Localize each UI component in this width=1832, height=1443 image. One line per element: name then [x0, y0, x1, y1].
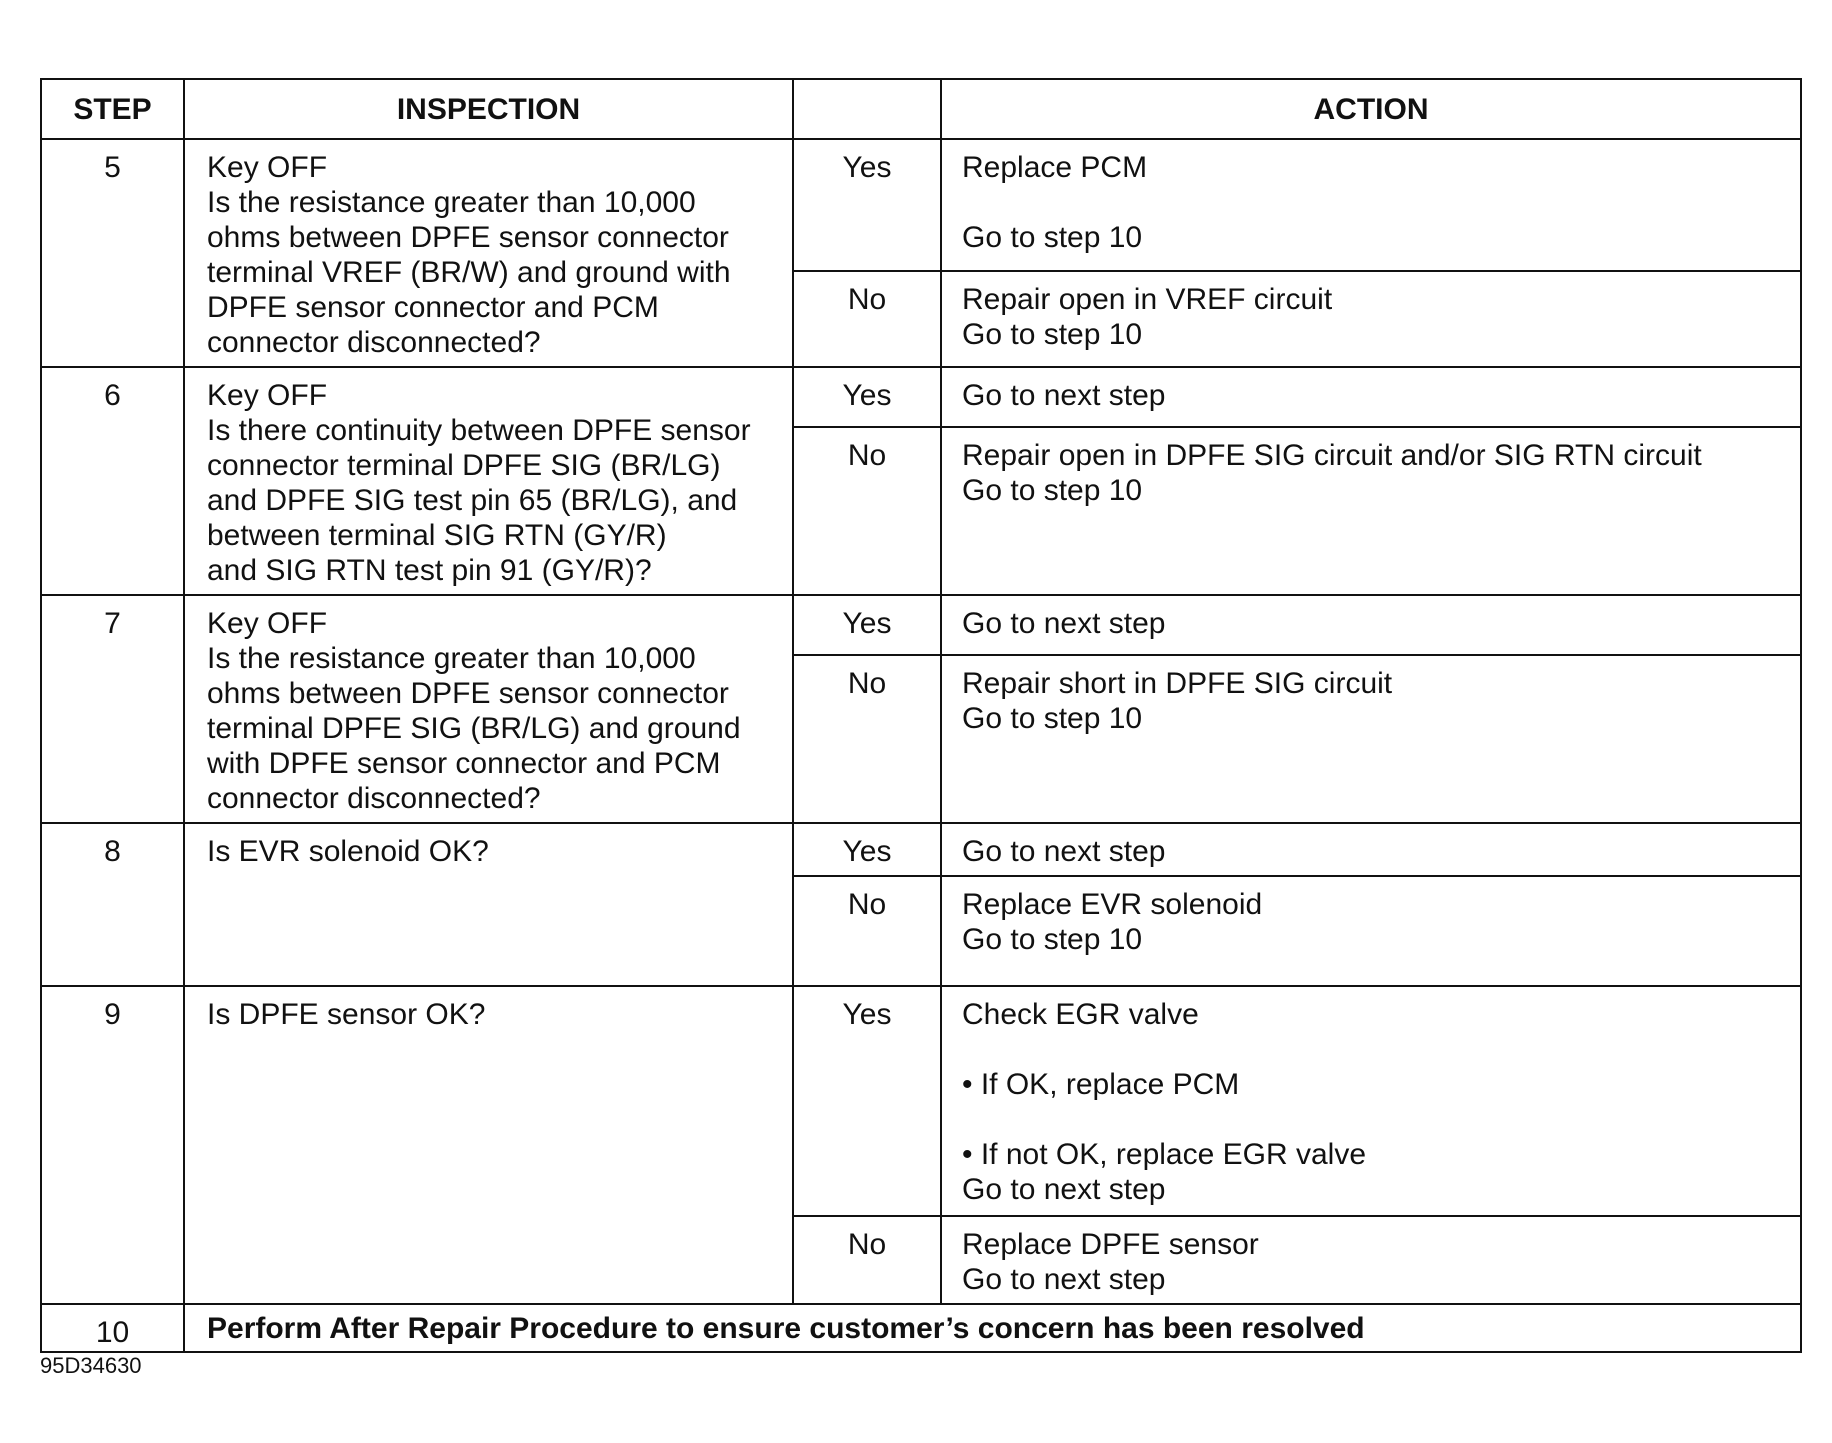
- text-line: Is EVR solenoid OK?: [207, 835, 489, 868]
- step-number: 6: [41, 367, 184, 595]
- text-line: Is the resistance greater than 10,000: [207, 642, 696, 675]
- yes-action-cell: [941, 986, 1801, 1216]
- text-line: Replace EVR solenoid: [962, 888, 1263, 921]
- text-line: connector disconnected?: [207, 782, 541, 815]
- inspection-cell: [184, 595, 793, 823]
- text-line: between terminal SIG RTN (GY/R): [207, 519, 667, 552]
- no-action-cell: [941, 427, 1801, 595]
- no-label: No: [793, 271, 941, 367]
- text-line: Go to next step: [962, 607, 1166, 640]
- text-line: Check EGR valve: [962, 998, 1199, 1031]
- step-number: 10: [41, 1304, 184, 1352]
- text-line: [962, 1102, 1786, 1137]
- text-line: and DPFE SIG test pin 65 (BR/LG), and: [207, 484, 738, 517]
- text-line: terminal DPFE SIG (BR/LG) and ground: [207, 712, 741, 745]
- header-step: STEP: [41, 79, 184, 139]
- table-row: [41, 139, 1801, 271]
- text-line: Go to step 10: [962, 317, 1143, 351]
- text-line: connector terminal DPFE SIG (BR/LG): [207, 449, 721, 482]
- yes-label: Yes: [793, 367, 941, 427]
- yes-label: Yes: [793, 595, 941, 655]
- text-line: Is DPFE sensor OK?: [207, 998, 486, 1031]
- text-line: Go to step 10: [962, 923, 1143, 956]
- text-line: • If OK, replace PCM: [962, 1068, 1240, 1101]
- no-label: No: [793, 427, 941, 595]
- text-line: Go to step 10: [962, 473, 1143, 507]
- text-line: connector disconnected?: [207, 326, 541, 359]
- header-action: ACTION: [941, 79, 1801, 139]
- text-line: terminal VREF (BR/W) and ground with: [207, 256, 731, 289]
- text-line: Go to next step: [962, 835, 1166, 868]
- table-row: [41, 986, 1801, 1216]
- text-line: Go to step 10: [962, 221, 1143, 254]
- text-line: and SIG RTN test pin 91 (GY/R)?: [207, 554, 652, 587]
- no-label: No: [793, 876, 941, 986]
- header-row: [41, 79, 1801, 139]
- figure-id: 95D34630: [40, 1353, 142, 1378]
- yes-action-cell: [941, 367, 1801, 427]
- text-line: Go to step 10: [962, 701, 1143, 735]
- inspection-cell: [184, 986, 793, 1304]
- yes-label: Yes: [793, 823, 941, 876]
- text-line: Go to next step: [962, 379, 1166, 412]
- text-line: Repair short in DPFE SIG circuit: [962, 666, 1393, 700]
- text-line: Key OFF: [207, 379, 328, 412]
- text-line: Key OFF: [207, 151, 328, 184]
- text-line: Repair open in VREF circuit: [962, 282, 1333, 316]
- text-line: [962, 1032, 1786, 1067]
- header-result: [793, 79, 941, 139]
- final-instruction: Perform After Repair Procedure to ensure customer’s concern has been resolved: [184, 1304, 1801, 1352]
- inspection-cell: [184, 823, 793, 986]
- text-line: Is there continuity between DPFE sensor: [207, 414, 751, 447]
- text-line: with DPFE sensor connector and PCM: [207, 747, 721, 780]
- text-line: Is the resistance greater than 10,000: [207, 186, 696, 219]
- no-action-cell: [941, 655, 1801, 823]
- text-line: Go to next step: [962, 1263, 1166, 1296]
- text-line: ohms between DPFE sensor connector: [207, 221, 729, 254]
- table-row: [41, 595, 1801, 655]
- text-line: Repair open in DPFE SIG circuit and/or SIG RTN circuit: [962, 438, 1702, 472]
- text-line: ohms between DPFE sensor connector: [207, 677, 729, 710]
- step-number: 5: [41, 139, 184, 367]
- no-action-cell: [941, 271, 1801, 367]
- text-line: • If not OK, replace EGR valve: [962, 1138, 1367, 1171]
- step-number: 8: [41, 823, 184, 986]
- no-label: No: [793, 655, 941, 823]
- text-line: Key OFF: [207, 607, 328, 640]
- table-row: [41, 823, 1801, 876]
- step-number: 9: [41, 986, 184, 1304]
- yes-label: Yes: [793, 139, 941, 271]
- text-line: Replace PCM: [962, 151, 1148, 184]
- text-line: Replace DPFE sensor: [962, 1228, 1259, 1261]
- text-line: DPFE sensor connector and PCM: [207, 291, 659, 324]
- header-inspection: INSPECTION: [184, 79, 793, 139]
- yes-action-cell: [941, 823, 1801, 876]
- yes-label: Yes: [793, 986, 941, 1216]
- inspection-cell: [184, 367, 793, 595]
- yes-action-cell: [941, 139, 1801, 271]
- final-row: [41, 1304, 1801, 1352]
- table-row: [41, 367, 1801, 427]
- text-line: Go to next step: [962, 1173, 1166, 1206]
- inspection-cell: [184, 139, 793, 367]
- step-number: 7: [41, 595, 184, 823]
- table-body: [41, 139, 1801, 1352]
- text-line: [962, 185, 1786, 220]
- no-label: No: [793, 1216, 941, 1304]
- no-action-cell: [941, 1216, 1801, 1304]
- diagnostic-table: [40, 78, 1802, 1353]
- yes-action-cell: [941, 595, 1801, 655]
- no-action-cell: [941, 876, 1801, 986]
